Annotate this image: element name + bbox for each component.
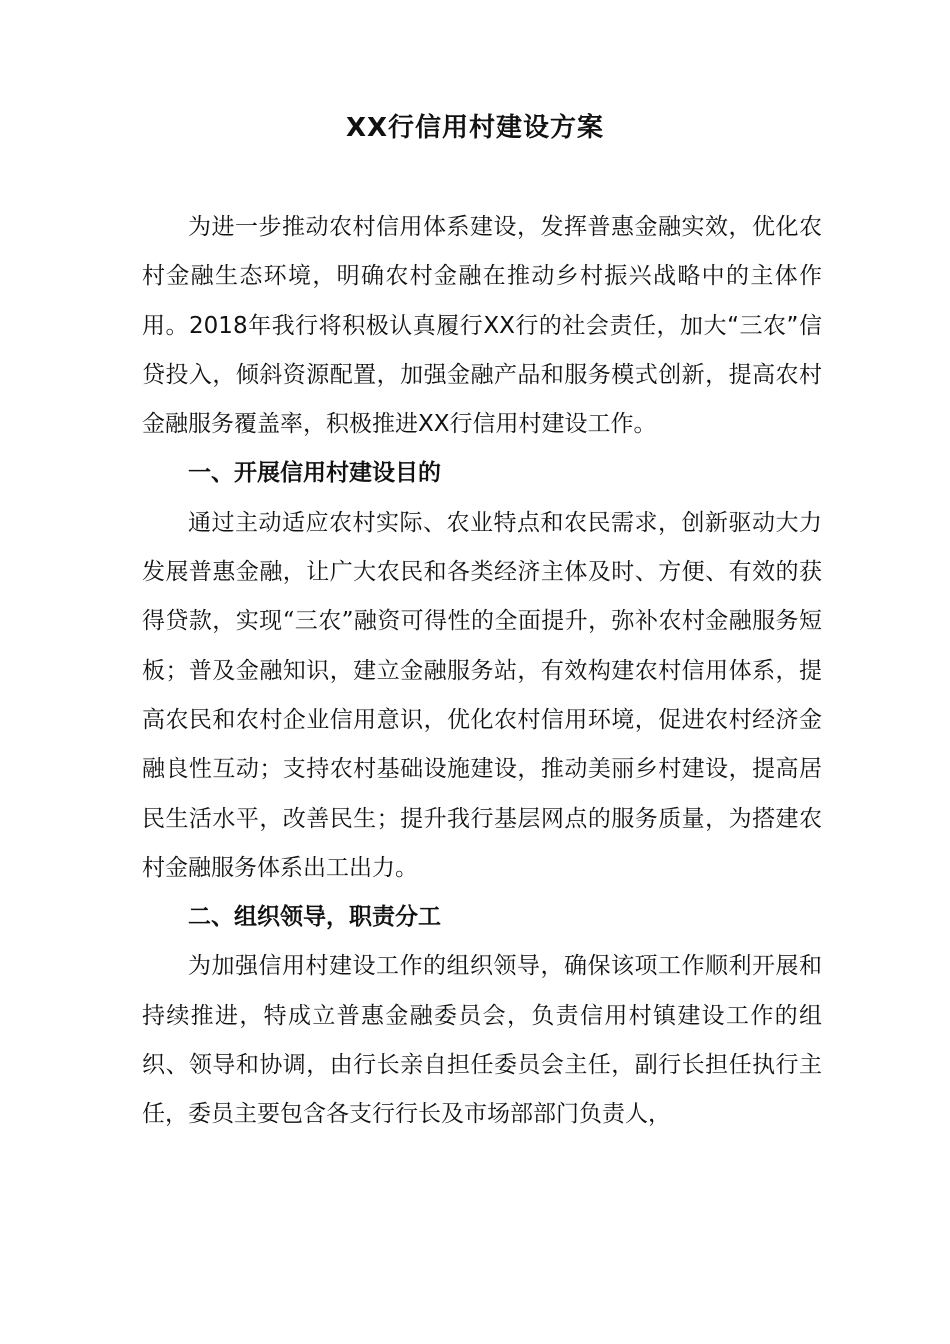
document-title: XX行信用村建设方案 [345,113,605,143]
document-body [142,203,822,1140]
purpose-paragraph: 通过主动适应农村实际、农业特点和农民需求，创新驱动大力发展普惠金融，让广大农民和各类经济主体及时、方便、有效的获得贷款，实现“三农”融资可得性的全面提升，弥补农村金融服务短板；普及金融知识，建立金融服务站，有效构建农村信用体系，提高农民和农村企业信用意识，优化农村信用环境，促进农村经济金融良性互动；支持农村基础设施建设，推动美丽乡村建设，提高居民生活水平，改善民生；提升我行基层网点的服务质量，为搭建农村金融服务体系出工出力。 [142,509,822,881]
organization-paragraph: 为加强信用村建设工作的组织领导，确保该项工作顺利开展和持续推进，特成立普惠金融委员会，负责信用村镇建设工作的组织、领导和协调，由行长亲自担任委员会主任，副行长担任执行主任，委员主要包含各支行行长及市场部部门负责人， [142,953,822,1128]
section-heading-organization: 二、组织领导，职责分工 [188,904,441,931]
intro-paragraph: 为进一步推动农村信用体系建设，发挥普惠金融实效，优化农村金融生态环境，明确农村金融在推动乡村振兴战略中的主体作用。2018年我行将积极认真履行XX行的社会责任，加大“三农”信贷投入，倾斜资源配置，加强金融产品和服务模式创新，提高农村金融服务覆盖率，积极推进XX行信用村建设工作。 [142,214,822,438]
section-heading-purpose: 一、开展信用村建设目的 [188,460,441,487]
